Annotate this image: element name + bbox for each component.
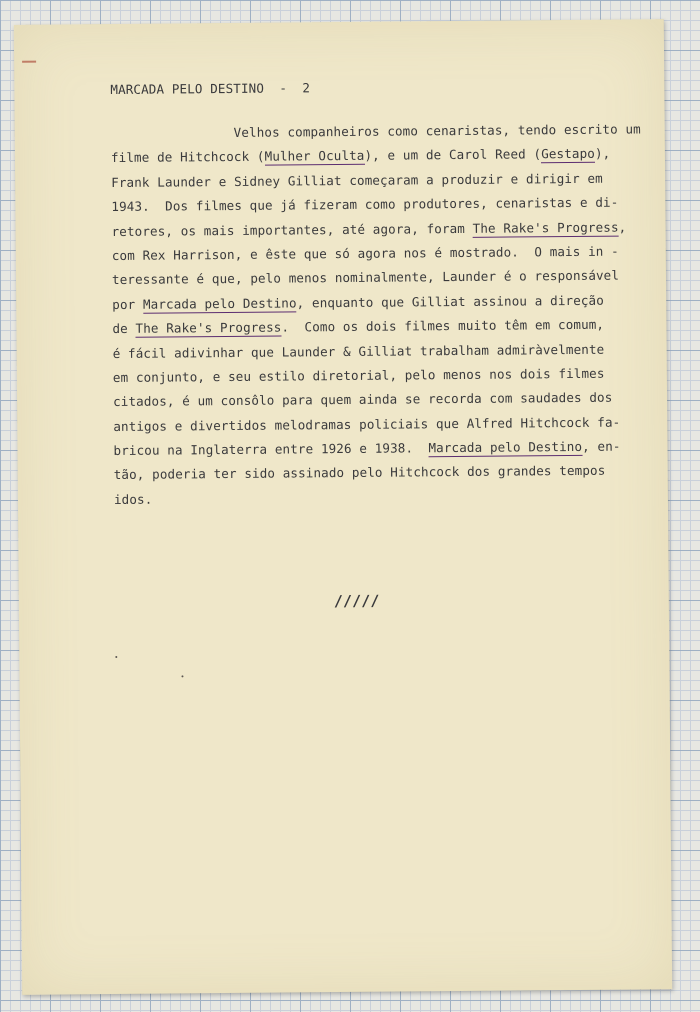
- underlined-title: Gestapo: [541, 146, 596, 162]
- text-run: ),: [594, 146, 611, 162]
- underlined-title: The Rake's Progress: [472, 219, 619, 236]
- paper-mark: [22, 61, 36, 63]
- text-run: filme de Hitchcock (: [110, 149, 265, 166]
- paper-speck: [115, 656, 117, 658]
- text-run: tão, poderia ter sido assinado pelo Hitchcock dos grandes tempos: [113, 463, 606, 483]
- text-run: ,: [618, 219, 627, 235]
- text-run: em conjunto, e seu estilo diretorial, pelo menos nos dois filmes: [112, 365, 605, 385]
- text-run: 1943. Dos filmes que já fizeram como produtores, cenaristas e di-: [111, 194, 619, 215]
- text-run: . Como os dois filmes muito têm em comum,: [281, 316, 605, 335]
- text-run: antigos e divertidos melodramas policiais que Alfred Hitchcock fa-: [113, 414, 621, 434]
- text-run: Frank Launder e Sidney Gilliat começaram a produzir e dirigir em: [111, 170, 603, 190]
- text-line: [114, 459, 649, 488]
- typed-page: [14, 19, 672, 995]
- text-run: , en-: [582, 438, 621, 454]
- text-run: bricou na Inglaterra entre 1926 e 1938.: [113, 440, 429, 459]
- text-line: [114, 483, 649, 512]
- text-run: retores, os mais importantes, até agora, foram: [111, 220, 473, 239]
- text-run: , enquanto que Gilliat assinou a direção: [296, 292, 604, 311]
- text-run: citados, é um consôlo para quem ainda se recorda com saudades dos: [113, 389, 613, 410]
- page-header: MARCADA PELO DESTINO - 2: [110, 80, 311, 98]
- text-run: de: [112, 320, 136, 337]
- paper-speck: [181, 675, 183, 677]
- text-run: ), e um de Carol Reed (: [364, 146, 542, 164]
- text-run: Velhos companheiros como cenaristas, tendo escrito um: [110, 121, 641, 142]
- underlined-title: Marcada pelo Destino: [142, 295, 297, 312]
- underlined-title: Mulher Oculta: [264, 148, 365, 165]
- text-run: é fácil adivinhar que Launder & Gilliat trabalham admiràvelmente: [112, 341, 605, 361]
- text-run: com Rex Harrison, e êste que só agora nos é mostrado. O mais in -: [111, 243, 619, 263]
- body-paragraph: [111, 117, 649, 512]
- underlined-title: Marcada pelo Destino: [428, 438, 583, 456]
- end-mark: /////: [333, 591, 380, 611]
- text-run: teressante é que, pelo menos nominalmente, Launder é o responsável: [111, 267, 620, 288]
- text-run: idos.: [113, 491, 153, 507]
- text-run: por: [112, 296, 144, 312]
- underlined-title: The Rake's Progress: [135, 319, 282, 336]
